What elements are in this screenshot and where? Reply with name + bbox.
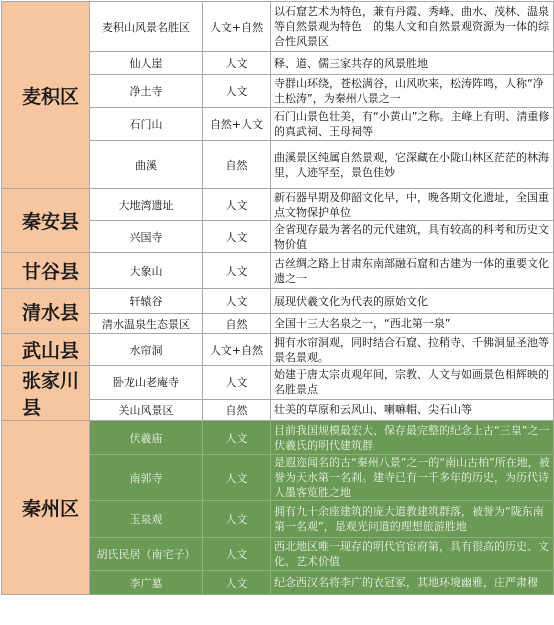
spot-name-cell: 伏羲庙 [90, 421, 203, 455]
spot-type-cell: 人文 [203, 538, 271, 571]
table-row [2, 189, 554, 221]
spot-name-cell: 大地湾遗址 [90, 189, 203, 221]
spot-name-cell: 清水温泉生态景区 [90, 314, 203, 334]
spot-type-cell: 人文 [203, 455, 271, 501]
spot-type-cell: 自然+人文 [203, 108, 271, 141]
spot-type-cell: 人文 [203, 189, 271, 221]
scenic-spots-table [1, 1, 554, 595]
spot-name-cell: 胡氏民居（南宅子） [90, 538, 203, 571]
district-cell: 张家川县 [2, 366, 90, 421]
spot-name-cell: 李广墓 [90, 571, 203, 595]
district-cell: 麦积区 [2, 2, 90, 189]
table-row [2, 334, 554, 366]
spot-type-cell: 自然 [203, 314, 271, 334]
spot-desc-cell: 拥有九十余座建筑的庞大道教建筑群落，被誉为“陇东南第一名观”，是观光问道的理想旅游胜地 [271, 501, 554, 538]
spot-desc-cell: 新石器早期及仰韶文化早，中，晚各期文化遗址，全国重点文物保护单位 [271, 189, 554, 221]
spot-name-cell: 兴国寺 [90, 221, 203, 253]
spot-type-cell: 人文 [203, 75, 271, 108]
spot-desc-cell: 寺群山环绕，苍松满谷，山风吹来，松涛阵鸣，人称“净土松涛”，为秦州八景之一 [271, 75, 554, 108]
table-row [2, 421, 554, 455]
district-cell: 秦州区 [2, 421, 90, 595]
spot-desc-cell: 西北地区唯一现存的明代官宦府第，具有很高的历史、文化、艺术价值 [271, 538, 554, 571]
spot-type-cell: 人文 [203, 253, 271, 289]
district-cell: 甘谷县 [2, 253, 90, 289]
spot-name-cell: 曲溪 [90, 141, 203, 189]
spot-desc-cell: 是遐迩闻名的古“秦州八景”之一的“南山古柏”所在地，被誉为天水第一名刹。建寺已有一千多年的历史，为历代诗人墨客览胜之地 [271, 455, 554, 501]
spot-type-cell: 人文 [203, 289, 271, 314]
spot-desc-cell: 纪念西汉名将李广的衣冠冢，其地环境幽雅，庄严肃穆 [271, 571, 554, 595]
spot-type-cell: 人文 [203, 421, 271, 455]
spot-type-cell: 人文 [203, 52, 271, 75]
spot-desc-cell: 以石窟艺术为特色，兼有丹霞、秀峰、曲水、茂林、温泉等自然景观为特色 的集人文和自然景观资源为一体的综合性风景区 [271, 2, 554, 52]
spot-name-cell: 南郭寺 [90, 455, 203, 501]
spot-type-cell: 人文 [203, 501, 271, 538]
table-row [2, 253, 554, 289]
spot-type-cell: 人文 [203, 221, 271, 253]
district-cell: 清水县 [2, 289, 90, 334]
spot-type-cell: 自然 [203, 141, 271, 189]
spot-name-cell: 仙人崖 [90, 52, 203, 75]
spot-name-cell: 玉泉观 [90, 501, 203, 538]
spot-type-cell: 人文+自然 [203, 2, 271, 52]
spot-type-cell: 人文 [203, 366, 271, 400]
spot-desc-cell: 壮美的草原和云风山、喇嘛帽、尖石山等 [271, 399, 554, 420]
spot-name-cell: 轩辕谷 [90, 289, 203, 314]
spot-name-cell: 净土寺 [90, 75, 203, 108]
spot-desc-cell: 拥有水帘洞观，同时结合石窟、拉稍寺、千佛洞显圣池等景名景观。 [271, 334, 554, 366]
spot-name-cell: 大象山 [90, 253, 203, 289]
spot-name-cell: 水帘洞 [90, 334, 203, 366]
table-row [2, 366, 554, 400]
table-row [2, 2, 554, 52]
spot-desc-cell: 目前我国规模最宏大、保存最完整的纪念上古“三皇”之一伏羲氏的明代建筑群 [271, 421, 554, 455]
spot-desc-cell: 石门山景色壮美，有“小黄山”之称。主峰上有明、清重修的真武祠、王母祠等 [271, 108, 554, 141]
spot-desc-cell: 曲溪景区纯属自然景观，它深藏在小陇山林区茫茫的林海里，人迹罕至，景色佳妙 [271, 141, 554, 189]
table-body [2, 2, 554, 595]
spot-type-cell: 人文+自然 [203, 334, 271, 366]
spot-type-cell: 自然 [203, 399, 271, 420]
district-cell: 武山县 [2, 334, 90, 366]
district-cell: 秦安县 [2, 189, 90, 253]
spot-name-cell: 麦积山风景名胜区 [90, 2, 203, 52]
spot-name-cell: 关山风景区 [90, 399, 203, 420]
table-row [2, 289, 554, 314]
spot-desc-cell: 展现伏羲文化为代表的原始文化 [271, 289, 554, 314]
spot-desc-cell: 全国十三大名泉之一，“西北第一泉” [271, 314, 554, 334]
spot-desc-cell: 始建于唐太宗贞观年间，宗教、人文与如画景色相辉映的名胜景点 [271, 366, 554, 400]
spot-name-cell: 石门山 [90, 108, 203, 141]
spot-desc-cell: 古丝绸之路上甘肃东南部融石窟和古建为一体的重要文化遗之一 [271, 253, 554, 289]
spot-type-cell: 人文 [203, 571, 271, 595]
spot-desc-cell: 全省现存最为著名的元代建筑，具有较高的科考和历史文物价值 [271, 221, 554, 253]
spot-desc-cell: 释、道、儒三家共存的风景胜地 [271, 52, 554, 75]
spot-name-cell: 卧龙山老庵寺 [90, 366, 203, 400]
